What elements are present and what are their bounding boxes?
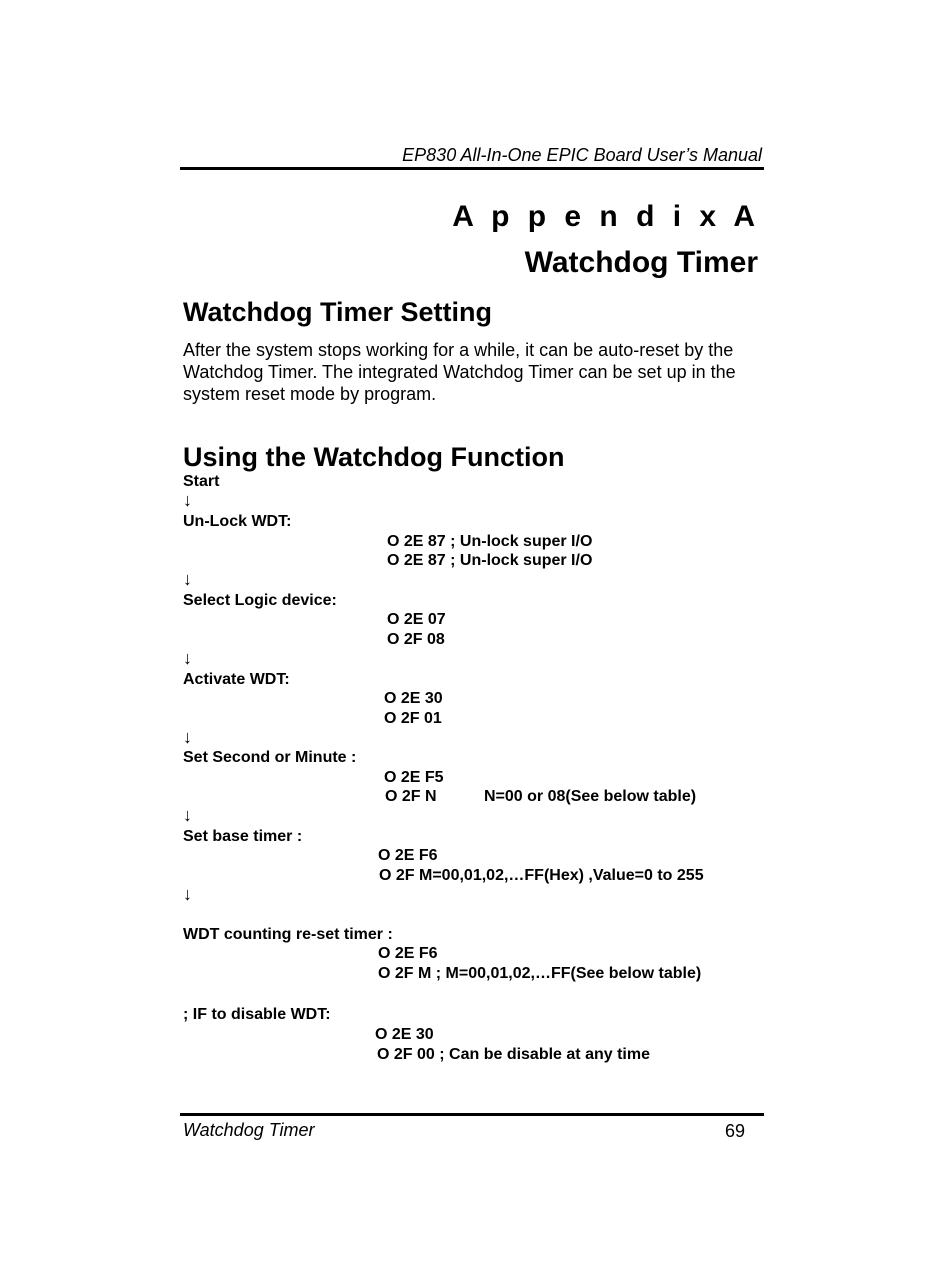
down-arrow-icon: ↓ <box>183 490 192 510</box>
step-activate-label: Activate WDT: <box>183 671 290 688</box>
step-activate-line-2: O 2F 01 <box>384 710 442 727</box>
step-disable-line-2: O 2F 00 ; Can be disable at any time <box>377 1046 650 1063</box>
step-reset-timer-line-1: O 2E F6 <box>378 945 438 962</box>
down-arrow-icon: ↓ <box>183 648 192 668</box>
step-unlock-label: Un-Lock WDT: <box>183 513 292 530</box>
step-base-timer-line-2: O 2F M=00,01,02,…FF(Hex) ,Value=0 to 255 <box>379 867 704 884</box>
step-second-minute-line-2: O 2F N <box>385 788 437 805</box>
step-unlock-line-2: O 2E 87 ; Un-lock super I/O <box>387 552 593 569</box>
step-select-line-2: O 2F 08 <box>387 631 445 648</box>
step-second-minute-line-1: O 2E F5 <box>384 769 444 786</box>
section-heading-setting: Watchdog Timer Setting <box>183 297 493 327</box>
step-select-line-1: O 2E 07 <box>387 611 446 628</box>
step-activate-line-1: O 2E 30 <box>384 690 443 707</box>
step-reset-timer-label: WDT counting re-set timer : <box>183 926 393 943</box>
step-base-timer-label: Set base timer : <box>183 828 303 845</box>
appendix-label: A p p e n d i x A <box>452 200 760 233</box>
step-select-label: Select Logic device: <box>183 592 337 609</box>
down-arrow-icon: ↓ <box>183 805 192 825</box>
flow-start: Start <box>183 473 220 490</box>
footer-rule <box>180 1113 764 1116</box>
footer-section-title: Watchdog Timer <box>183 1120 315 1140</box>
step-disable-label: ; IF to disable WDT: <box>183 1006 331 1023</box>
step-unlock-line-1: O 2E 87 ; Un-lock super I/O <box>387 533 593 550</box>
section-heading-function: Using the Watchdog Function <box>183 442 565 472</box>
running-header: EP830 All-In-One EPIC Board User’s Manual <box>402 145 762 165</box>
down-arrow-icon: ↓ <box>183 727 192 747</box>
page-number: 69 <box>724 1121 745 1141</box>
step-base-timer-line-1: O 2E F6 <box>378 847 438 864</box>
header-rule <box>180 167 764 170</box>
chapter-title: Watchdog Timer <box>524 246 758 279</box>
down-arrow-icon: ↓ <box>183 884 192 904</box>
step-disable-line-1: O 2E 30 <box>375 1026 434 1043</box>
down-arrow-icon: ↓ <box>183 569 192 589</box>
step-second-minute-label: Set Second or Minute : <box>183 749 357 766</box>
section-paragraph: After the system stops working for a while, it can be auto-reset by the Watchdog Timer. The integrated Watchdog Timer can be set up in the system reset mode by program. <box>183 340 736 404</box>
step-second-minute-note: N=00 or 08(See below table) <box>484 788 697 805</box>
step-reset-timer-line-2: O 2F M ; M=00,01,02,…FF(See below table) <box>378 965 702 982</box>
